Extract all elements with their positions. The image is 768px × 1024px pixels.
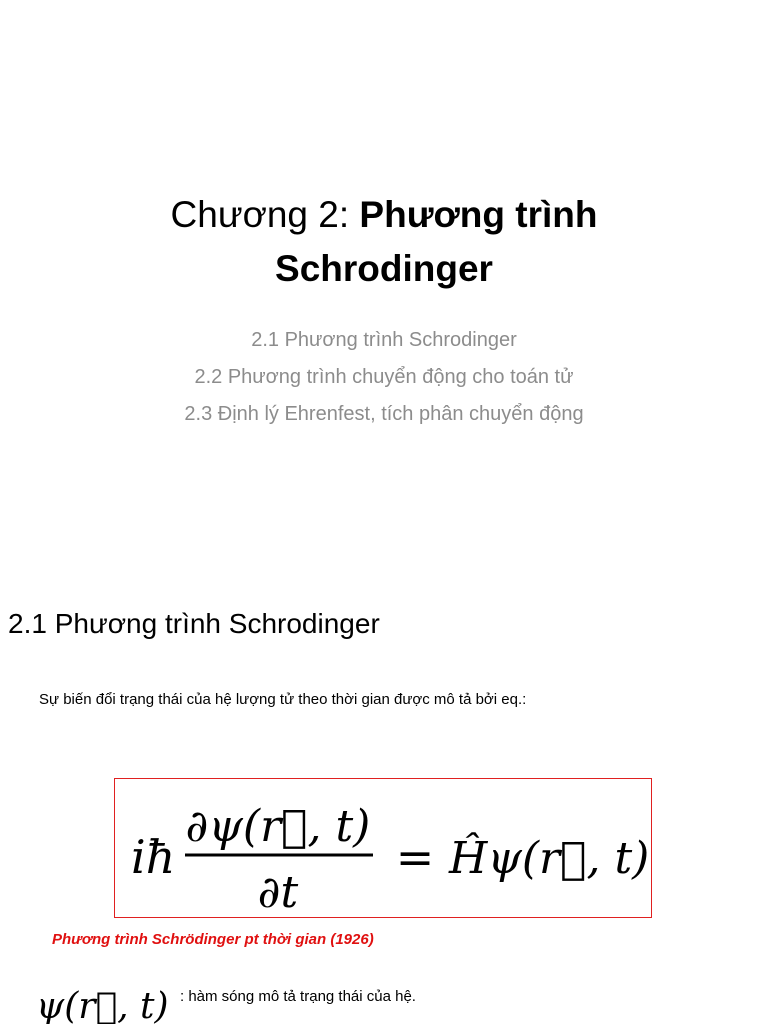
chapter-title-line-1	[0, 188, 768, 242]
eq-equals: =	[395, 830, 435, 884]
section-heading: 2.1 Phương trình Schrodinger	[8, 608, 380, 639]
eq-numerator: ∂ψ(r⃗, t)	[185, 801, 371, 852]
schrodinger-equation-box	[114, 778, 652, 918]
psi-symbol-text: ψ(r⃗, t)	[36, 986, 169, 1024]
psi-symbol	[36, 974, 176, 1024]
schrodinger-equation	[115, 779, 653, 919]
eq-rhs: Ĥψ(r⃗, t)	[449, 833, 650, 884]
psi-definition	[36, 974, 736, 1024]
section-item: 2.1 Phương trình Schrodinger	[251, 329, 517, 351]
chapter-title-bold-2: Schrodinger	[275, 248, 493, 289]
chapter-title	[0, 188, 768, 296]
section-item: 2.3 Định lý Ehrenfest, tích phân chuyển động	[184, 403, 584, 425]
psi-description: : hàm sóng mô tả trạng thái của hệ.	[180, 988, 416, 1005]
section-item: 2.2 Phương trình chuyển động cho toán tử	[194, 366, 574, 388]
slide-2	[0, 576, 768, 1024]
intro-text: Sự biến đổi trạng thái của hệ lượng tử theo thời gian được mô tả bởi eq.:	[39, 691, 527, 708]
equation-caption: Phương trình Schrödinger pt thời gian (1926)	[52, 931, 374, 948]
eq-coefficient: iħ	[131, 830, 176, 884]
chapter-title-prefix: Chương 2:	[170, 194, 360, 235]
eq-denominator: ∂t	[257, 867, 299, 918]
chapter-title-bold-1: Phương trình	[359, 194, 598, 235]
section-list	[0, 322, 768, 433]
